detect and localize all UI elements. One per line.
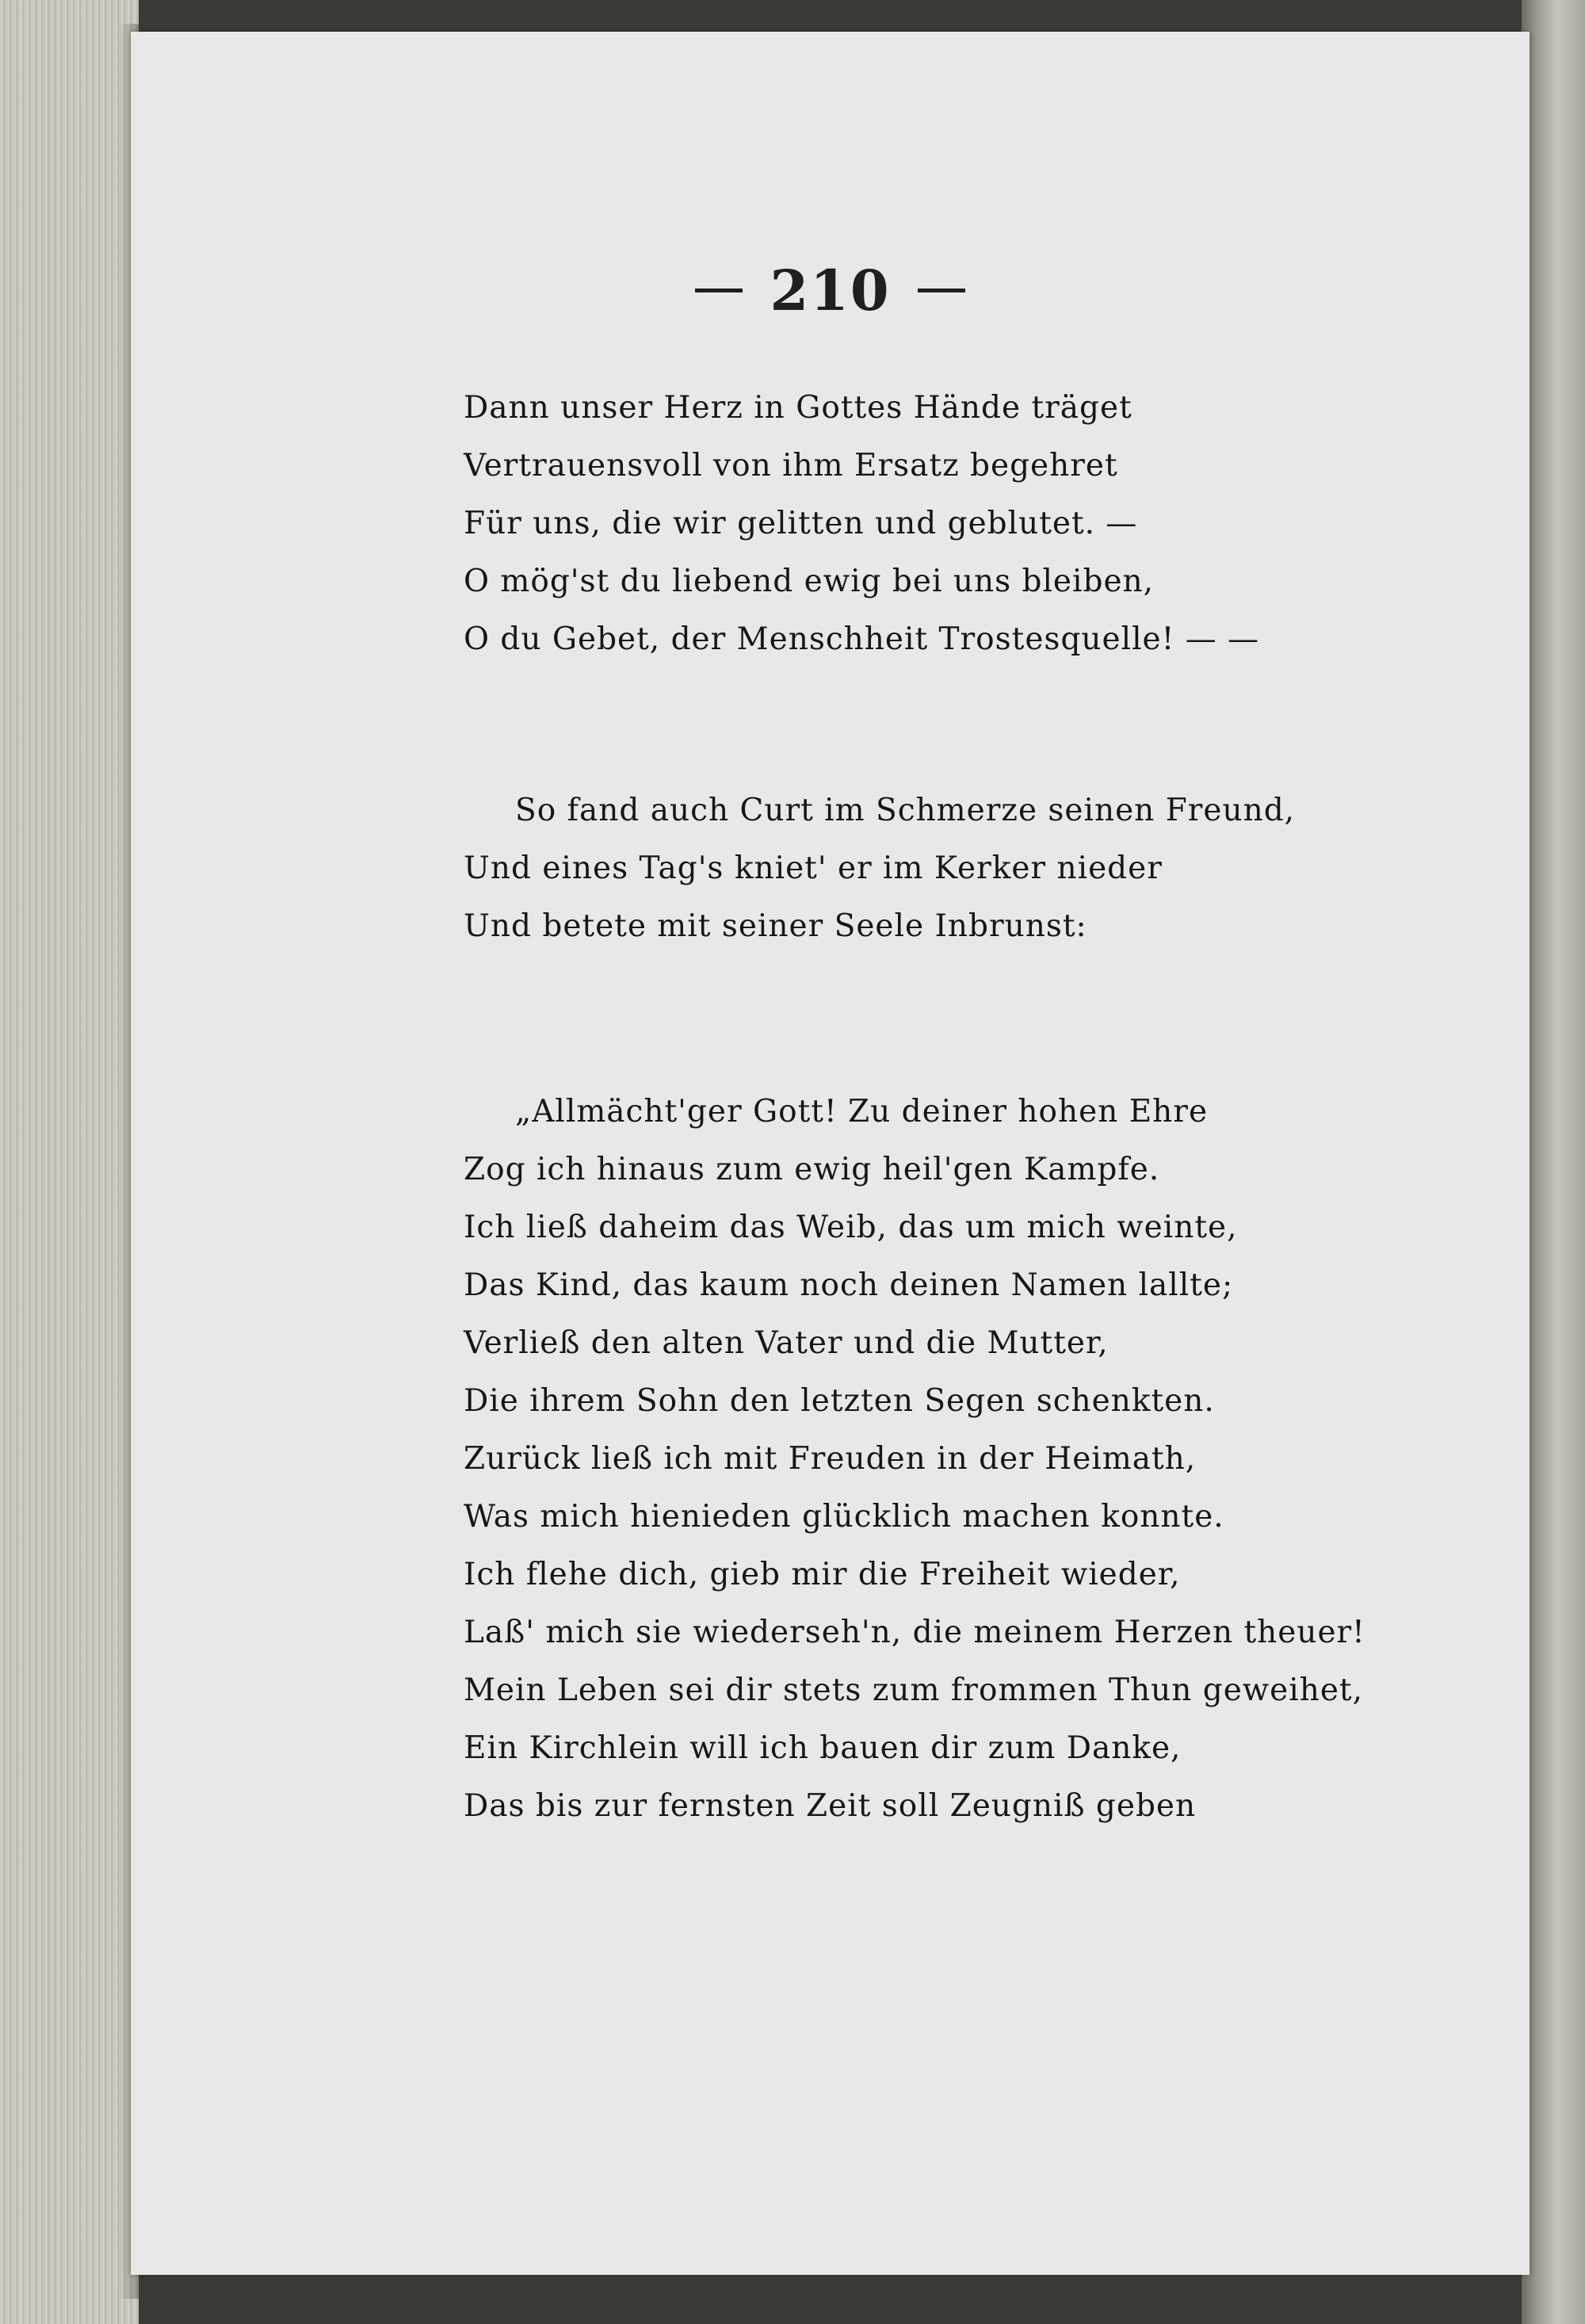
text-line: Zurück ließ ich mit Freuden in der Heimath, — [464, 1441, 1197, 1477]
text-line: Was mich hienieden glücklich machen konnte. — [464, 1499, 1224, 1535]
text-line: Vertrauensvoll von ihm Ersatz begehret — [464, 448, 1118, 484]
text-line: Ein Kirchlein will ich bauen dir zum Danke, — [464, 1730, 1182, 1766]
dash-right — [918, 289, 965, 292]
text-line: Ich ließ daheim das Weib, das um mich weinte, — [464, 1210, 1238, 1245]
text-line: Verließ den alten Vater und die Mutter, — [464, 1325, 1109, 1361]
text-line: Und eines Tag's kniet' er im Kerker nieder — [464, 850, 1163, 886]
text-line: Dann unser Herz in Gottes Hände träget — [464, 390, 1132, 426]
text-line: O du Gebet, der Menschheit Trostesquelle! — — — [464, 621, 1260, 657]
text-line: Das Kind, das kaum noch deinen Namen lallte; — [464, 1267, 1234, 1303]
book-page-edges — [0, 0, 139, 2324]
text-line: Und betete mit seiner Seele Inbrunst: — [464, 908, 1087, 944]
page-number-header — [131, 252, 1530, 323]
book-gutter — [1522, 0, 1585, 2324]
text-line: Ich flehe dich, gieb mir die Freiheit wieder, — [464, 1557, 1181, 1592]
text-line: Zog ich hinaus zum ewig heil'gen Kampfe. — [464, 1152, 1160, 1187]
text-line: Laß' mich sie wiederseh'n, die meinem Herzen theuer! — [464, 1615, 1365, 1650]
dash-left — [695, 289, 743, 292]
text-line: So fand auch Curt im Schmerze seinen Freund, — [515, 793, 1296, 828]
text-line: O mög'st du liebend ewig bei uns bleiben, — [464, 564, 1155, 599]
text-line: „Allmächt'ger Gott! Zu deiner hohen Ehre — [515, 1094, 1209, 1130]
text-line: Das bis zur fernsten Zeit soll Zeugniß geben — [464, 1788, 1197, 1824]
text-line: Für uns, die wir gelitten und geblutet. — — [464, 506, 1138, 541]
text-line: Mein Leben sei dir stets zum frommen Thun geweihet, — [464, 1672, 1364, 1708]
book-page — [131, 32, 1530, 2275]
text-line: Die ihrem Sohn den letzten Segen schenkten. — [464, 1383, 1215, 1419]
page-number: 210 — [770, 257, 891, 323]
